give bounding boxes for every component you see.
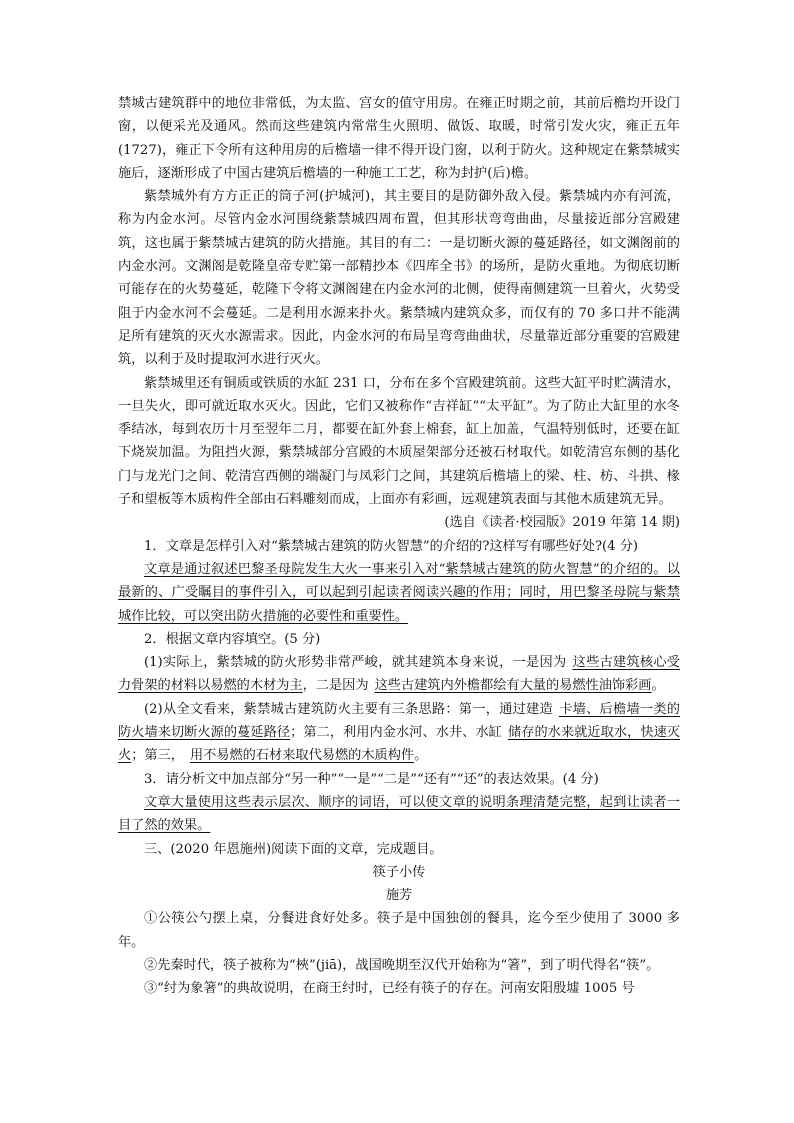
- q2-2-text-c: ；第二，利用内金水河、水井、水缸: [290, 725, 502, 741]
- q2-2-blank-2: 储存的水来就近取水，快速灭火: [118, 725, 681, 764]
- article-paragraph-1: ①公筷公勺摆上桌，分餐进食好处多。筷子是中国独创的餐具，迄今至少使用了 3000 多年。: [118, 911, 680, 950]
- question-2: 2．根据文章内容填空。(5 分): [144, 631, 321, 647]
- question-3: 3．请分析文中加点部分“另一种”“一是”“二是”“还有”“还”的表达效果。(4 分): [144, 771, 599, 787]
- article-author: 施芳: [385, 888, 413, 904]
- answer-3: 文章大量使用这些表示层次、顺序的词语，可以使文章的说明条理清楚完整，起到让读者一目了然的效果。: [118, 794, 680, 834]
- document-page: [118, 92, 680, 1001]
- section-3-header: 三、(2020 年恩施州)阅读下面的文章，完成题目。: [144, 841, 443, 857]
- q2-2-blank-1: 卡墙、后檐墙一类的防火墙来切断火源的蔓延路径: [118, 701, 680, 741]
- q2-2-text-a: (2)从全文看来，紫禁城古建筑防火主要有三条思路：第一，通过建造: [144, 701, 553, 717]
- question-2-part-1: [118, 651, 680, 698]
- passage-paragraph-vats: 紫禁城里还有铜质或铁质的水缸 231 口，分布在多个宫殿建筑前。这些大缸平时贮满清水，一旦失火，即可就近取水灭火。因此，它们又被称作“吉祥缸”“太平缸”。为了防止大缸里的水冬季结冰，每到农历十月至翌年二月，都要在缸外套上棉套，缸上加盖，气温特别低时，还要在缸下烧炭加温。为阻挡火源，紫禁城部分宫殿的木质屋架部分还被石材取代。如乾清宫东侧的基化门与龙光门之间、乾清宫西侧的端凝门与凤彩门之间，其建筑后檐墙上的梁、柱、枋、斗拱、椽子和望板等木质构件全部由石料雕刻而成，上面亦有彩画，远观建筑表面与其他木质建筑无异。: [118, 375, 680, 508]
- passage-paragraph-intro: 禁城古建筑群中的地位非常低，为太监、宫女的值守用房。在雍正时期之前，其前后檐均开设门窗，以便采光及通风。然而这些建筑内常常生火照明、做饭、取暖，时常引发火灾，雍正五年(1727)，雍正下令所有这种用房的后檐墙一律不得开设门窗，以利于防火。这种规定在紫禁城实施后，逐渐形成了中国古建筑后檐墙的一种施工工艺，称为封护(后)檐。: [118, 96, 680, 181]
- article-paragraph-2: ②先秦时代，筷子被称为“梜”(jiā)，战国晚期至汉代开始称为“箸”，到了明代得名“筷”。: [144, 957, 660, 973]
- q2-2-blank-3: 用不易燃的石材来取代易燃的木质构件: [189, 748, 415, 764]
- article-title: 筷子小传: [372, 864, 426, 880]
- passage-source: (选自《读者·校园版》2019 年第 14 期): [444, 515, 680, 531]
- article-paragraph-3: ③“纣为象箸”的典故说明，在商王纣时，已经有筷子的存在。河南安阳殷墟 1005 号: [144, 981, 635, 997]
- q2-1-blank-2: 这些古建筑内外檐都绘有大量的易燃性油饰彩画: [374, 678, 652, 694]
- question-2-part-2: [118, 698, 680, 768]
- q2-1-blank-1: 这些古建筑核心受力骨架的材料以易燃的木材为主: [118, 655, 680, 694]
- q2-2-text-d: ；第三，: [131, 748, 184, 764]
- passage-paragraph-moat: 紫禁城外有方方正正的筒子河(护城河)，其主要目的是防御外敌入侵。紫禁城内亦有河流，称为内金水河。尽管内金水河围绕紫禁城四周布置，但其形状弯弯曲曲，尽量接近部分宫殿建筑，这也属于紫禁城古建筑的防火措施。其目的有二：一是切断火源的蔓延路径，如文渊阁前的内金水河。文渊阁是乾隆皇帝专贮第一部精抄本《四库全书》的场所，是防火重地。为彻底切断可能存在的火势蔓延，乾隆下令将文渊阁建在内金水河的北侧，使得南侧建筑一旦着火，火势受阻于内金水河不会蔓延。二是利用水源来扑火。紫禁城内建筑众多，而仅有的 70 多口井不能满足所有建筑的灭火水源需求。因此，内金水河的布局呈弯弯曲曲状，尽量靠近部分重要的宫殿建筑，以利于及时提取河水进行灭火。: [118, 189, 680, 368]
- q2-2-text-e: 。: [414, 748, 428, 764]
- q2-1-text-d: 。: [651, 678, 665, 694]
- q2-1-text-c: ，二是因为: [302, 678, 369, 694]
- question-1: 1．文章是怎样引入对“紫禁城古建筑的防火智慧”的介绍的?这样写有哪些好处?(4 分): [144, 538, 639, 554]
- answer-1: 文章是通过叙述巴黎圣母院发生大火一事来引入对“紫禁城古建筑的防火智慧”的介绍的。以最新的、广受瞩目的事件引入，可以起到引起读者阅读兴趣的作用；同时，用巴黎圣母院与紫禁城作比较，可以突出防火措施的必要性和重要性。: [118, 561, 680, 624]
- q2-1-text-a: (1)实际上，紫禁城的防火形势非常严峻，就其建筑本身来说，一是因为: [144, 655, 567, 671]
